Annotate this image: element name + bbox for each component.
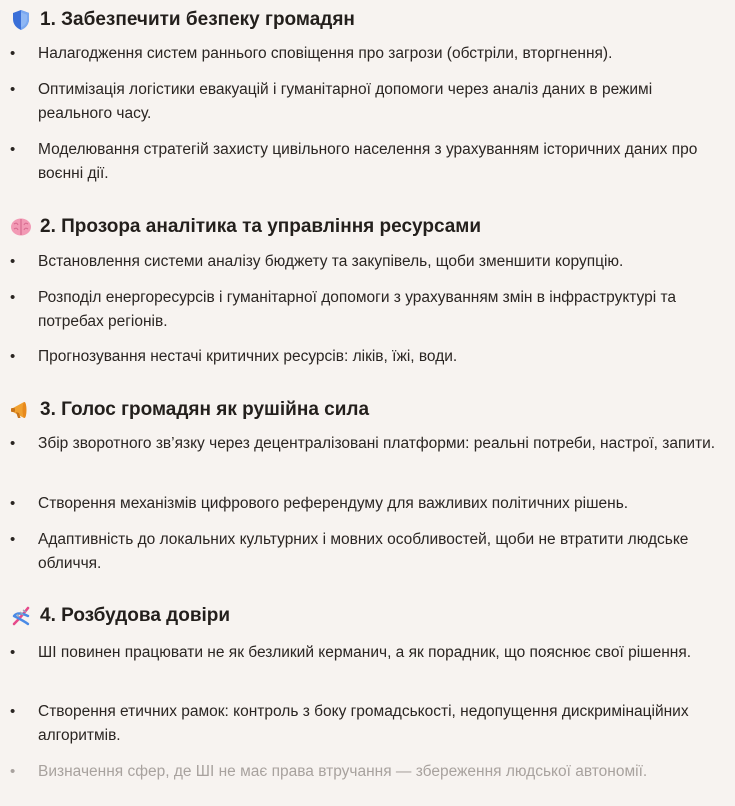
bullet: • xyxy=(10,435,16,452)
shield-icon xyxy=(10,9,32,31)
list-item-text: Оптимізація логістики евакуацій і гуманітарної допомоги через аналіз даних в режимі реального часу. xyxy=(38,81,653,122)
list-item-text: Збір зворотного зв’язку через децентралізовані платформи: реальні потреби, настрої, запити. xyxy=(38,435,716,452)
bullet: • xyxy=(10,289,16,306)
list-item-text: Налагодження систем раннього сповіщення про загрози (обстріли, вторгнення). xyxy=(38,45,613,62)
bullet: • xyxy=(10,495,16,512)
section-4-title: 4. Розбудова довіри xyxy=(40,605,231,626)
list-item-text: Розподіл енергоресурсів і гуманітарної допомоги з урахуванням змін в інфраструктурі та потребах регіонів. xyxy=(38,289,677,330)
list-item-text: Адаптивність до локальних культурних і мовних особливостей, щоби не втратити людське обличчя. xyxy=(38,531,689,572)
list-item-text: Прогнозування нестачі критичних ресурсів: ліків, їжі, води. xyxy=(38,348,458,365)
section-4-heading xyxy=(10,603,230,629)
bullet: • xyxy=(10,141,16,158)
bullet: • xyxy=(10,45,16,62)
section-2-heading xyxy=(10,214,481,240)
list-item-text: Моделювання стратегій захисту цивільного населення з урахуванням історичних даних про воєнні дії. xyxy=(38,141,698,182)
dna-icon xyxy=(10,605,32,627)
section-1-heading xyxy=(10,7,355,33)
bullet: • xyxy=(10,531,16,548)
section-3-title: 3. Голос громадян як рушійна сила xyxy=(40,399,370,420)
section-3-heading xyxy=(10,397,369,423)
list-item-text: Створення етичних рамок: контроль з боку громадськості, недопущення дискримінаційних алгоритмів. xyxy=(38,703,689,744)
list-item-text: Встановлення системи аналізу бюджету та закупівель, щоби зменшити корупцію. xyxy=(38,253,624,270)
list-item-text: Створення механізмів цифрового референдуму для важливих політичних рішень. xyxy=(38,495,629,512)
list-item-text: Визначення сфер, де ШІ не має права втручання — збереження людської автономії. xyxy=(38,763,648,780)
bullet: • xyxy=(10,703,16,720)
bullet: • xyxy=(10,253,16,270)
megaphone-icon xyxy=(10,399,32,421)
list-item-text: ШІ повинен працювати не як безликий керманич, а як порадник, що пояснює свої рішення. xyxy=(38,644,692,661)
bullet: • xyxy=(10,644,16,661)
section-1-title: 1. Забезпечити безпеку громадян xyxy=(40,9,355,30)
brain-icon xyxy=(10,216,32,238)
bullet: • xyxy=(10,81,16,98)
bullet: • xyxy=(10,763,16,780)
bullet: • xyxy=(10,348,16,365)
section-2-title: 2. Прозора аналітика та управління ресурсами xyxy=(40,216,482,237)
